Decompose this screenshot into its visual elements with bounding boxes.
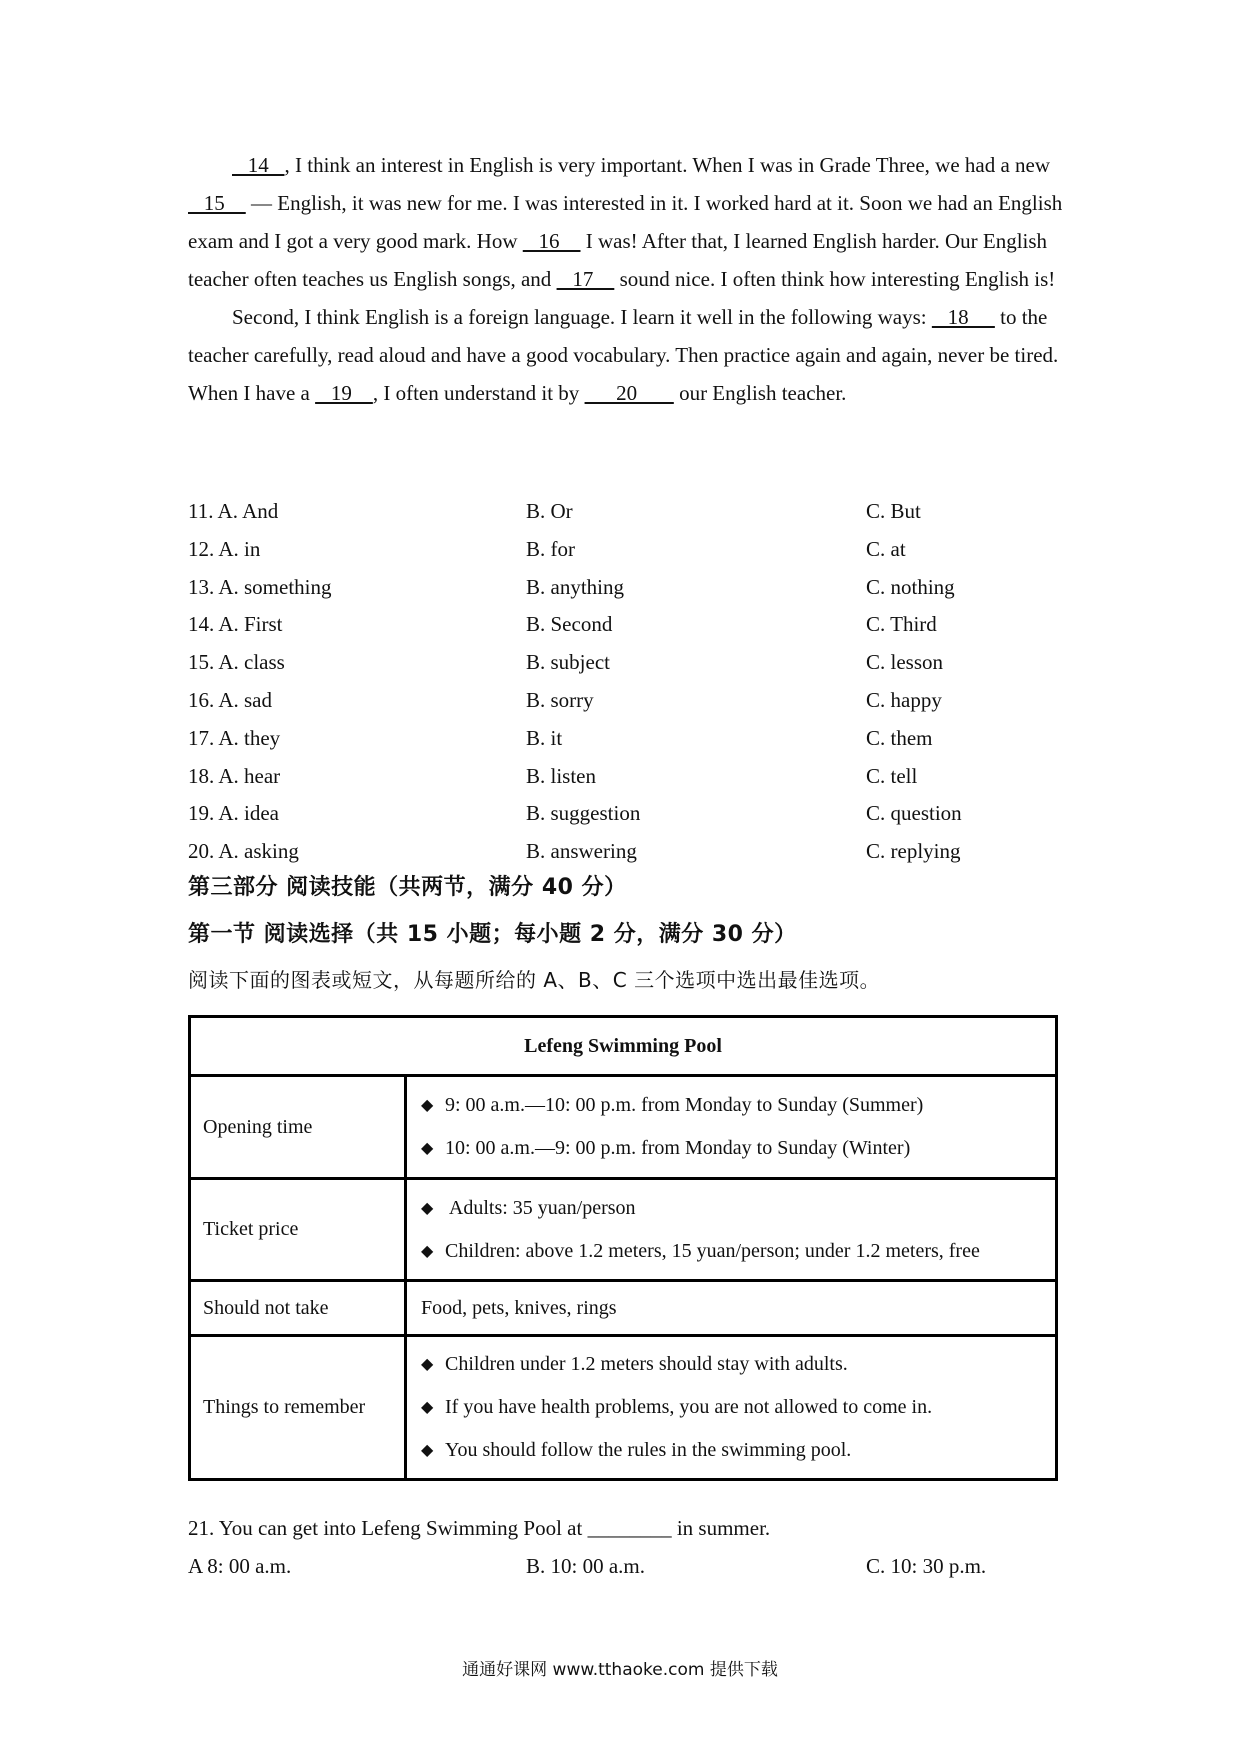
passage-text: to the teacher carefully, read aloud and have a good vocabulary. Then practice again and again, never be tired. When I have a bbox=[188, 305, 1059, 405]
option-row bbox=[188, 493, 1064, 531]
passage-text: , I think an interest in English is very important. When I was in Grade Three, we had a new bbox=[284, 153, 1051, 177]
option-row bbox=[188, 682, 1064, 720]
option-b: B. for bbox=[526, 536, 575, 561]
things-to-remember-cell bbox=[406, 1336, 1057, 1480]
ticket-price-row bbox=[190, 1179, 1057, 1281]
opening-time-item bbox=[421, 1084, 1054, 1127]
paragraph-2 bbox=[188, 298, 1064, 412]
ticket-price-cell bbox=[406, 1179, 1057, 1281]
blank-17: 17 bbox=[556, 267, 615, 291]
question-21-options bbox=[188, 1547, 1064, 1585]
option-c: C. replying bbox=[866, 839, 961, 864]
things-to-remember-row bbox=[190, 1336, 1057, 1480]
option-c: C. happy bbox=[866, 687, 942, 712]
option-c: C. nothing bbox=[866, 574, 955, 599]
diamond-bullet-icon: ◆ bbox=[421, 1442, 434, 1459]
item-text: 9: 00 a.m.—10: 00 p.m. from Monday to Sunday (Summer) bbox=[445, 1094, 924, 1116]
opening-time-cell bbox=[406, 1076, 1057, 1179]
option-b: B. subject bbox=[526, 650, 610, 675]
item-text: Children: above 1.2 meters, 15 yuan/person; under 1.2 meters, free bbox=[445, 1239, 980, 1262]
passage-text: — English, it was new for me. I was interested in it. I worked hard at it. Soon we had an English exam and I got a very good mark. How bbox=[188, 191, 1063, 253]
blank-16: 16 bbox=[522, 229, 581, 253]
item-text: 10: 00 a.m.—9: 00 p.m. from Monday to Sunday (Winter) bbox=[445, 1137, 911, 1159]
option-b: B. suggestion bbox=[526, 801, 641, 826]
blank-15: 15 bbox=[188, 191, 246, 215]
blank-14: 14 bbox=[232, 153, 285, 177]
option-a: 15. A. class bbox=[188, 650, 285, 675]
option-b: B. Or bbox=[526, 499, 573, 523]
option-a: 18. A. hear bbox=[188, 763, 281, 788]
ticket-price-item bbox=[421, 1230, 1054, 1273]
option-c: C. Third bbox=[866, 612, 937, 637]
diamond-bullet-icon: ◆ bbox=[421, 1399, 434, 1416]
option-b: B. answering bbox=[526, 839, 637, 864]
option-row bbox=[188, 795, 1064, 833]
blank-20: 20 bbox=[584, 381, 674, 405]
option-b: B. anything bbox=[526, 574, 624, 599]
option-c: C. 10: 30 p.m. bbox=[866, 1554, 987, 1578]
option-c: C. tell bbox=[866, 763, 918, 788]
opening-time-row bbox=[190, 1076, 1057, 1179]
passage-text: , I often understand it by bbox=[372, 381, 585, 405]
should-not-take-row bbox=[190, 1281, 1057, 1336]
question-text: in summer. bbox=[671, 1516, 771, 1540]
should-not-take-label: Should not take bbox=[190, 1281, 406, 1336]
notice-title-row bbox=[190, 1017, 1057, 1076]
option-a: 13. A. something bbox=[188, 574, 332, 599]
item-text: Children under 1.2 meters should stay with adults. bbox=[445, 1353, 848, 1375]
notice-title: Lefeng Swimming Pool bbox=[190, 1017, 1057, 1076]
ticket-price-label: Ticket price bbox=[190, 1179, 406, 1281]
diamond-bullet-icon: ◆ bbox=[421, 1242, 434, 1260]
section-3-heading: 第三部分 阅读技能（共两节，满分 40 分） bbox=[188, 875, 627, 900]
should-not-take-cell: Food, pets, knives, rings bbox=[406, 1281, 1057, 1336]
option-b: B. 10: 00 a.m. bbox=[526, 1554, 645, 1578]
option-row bbox=[188, 758, 1064, 796]
passage-text: our English teacher. bbox=[673, 381, 847, 405]
passage-text: sound nice. I often think how interesting English is! bbox=[614, 267, 1056, 291]
page-footer: 通通好课网 www.tthaoke.com 提供下载 bbox=[462, 1660, 778, 1680]
notice-table bbox=[188, 1015, 1058, 1481]
option-a: 12. A. in bbox=[188, 536, 261, 561]
opening-time-label: Opening time bbox=[190, 1076, 406, 1179]
option-a: 17. A. they bbox=[188, 725, 281, 750]
option-c: C. question bbox=[866, 801, 962, 826]
question-21 bbox=[188, 1509, 1064, 1547]
option-c: C. them bbox=[866, 725, 933, 750]
option-a: A 8: 00 a.m. bbox=[188, 1554, 292, 1578]
diamond-bullet-icon: ◆ bbox=[421, 1356, 434, 1373]
things-to-remember-label: Things to remember bbox=[190, 1336, 406, 1480]
option-row bbox=[188, 606, 1064, 644]
option-c: C. lesson bbox=[866, 650, 944, 675]
question-text: 21. You can get into Lefeng Swimming Pool at bbox=[188, 1516, 588, 1540]
paragraph-1 bbox=[188, 146, 1064, 298]
answer-options bbox=[188, 493, 1064, 871]
option-row bbox=[188, 569, 1064, 607]
section-1-heading: 第一节 阅读选择（共 15 小题；每小题 2 分，满分 30 分） bbox=[188, 922, 797, 947]
option-a: 11. A. And bbox=[188, 499, 279, 523]
option-b: B. listen bbox=[526, 763, 597, 788]
option-b: B. sorry bbox=[526, 687, 594, 712]
question-blank: ________ bbox=[587, 1516, 672, 1540]
remember-item bbox=[421, 1386, 1054, 1429]
instructions: 阅读下面的图表或短文，从每题所给的 A、B、C 三个选项中选出最佳选项。 bbox=[188, 968, 881, 992]
remember-item bbox=[421, 1343, 1054, 1386]
passage-text: I was! After that, I learned English harder. Our English teacher often teaches us English songs, and bbox=[188, 229, 1048, 291]
option-b: B. it bbox=[526, 725, 563, 750]
option-row bbox=[188, 531, 1064, 569]
ticket-price-item bbox=[421, 1187, 1054, 1230]
diamond-bullet-icon: ◆ bbox=[421, 1140, 434, 1157]
passage-text: Second, I think English is a foreign language. I learn it well in the following ways: bbox=[232, 305, 932, 329]
opening-time-item bbox=[421, 1127, 1054, 1170]
option-row bbox=[188, 833, 1064, 871]
diamond-bullet-icon: ◆ bbox=[421, 1199, 434, 1217]
option-c: C. But bbox=[866, 499, 921, 523]
remember-item bbox=[421, 1429, 1054, 1472]
blank-18: 18 bbox=[931, 305, 995, 329]
option-a: 20. A. asking bbox=[188, 839, 299, 864]
option-a: 14. A. First bbox=[188, 612, 283, 637]
option-a: 19. A. idea bbox=[188, 801, 279, 826]
diamond-bullet-icon: ◆ bbox=[421, 1097, 434, 1114]
option-row bbox=[188, 644, 1064, 682]
option-c: C. at bbox=[866, 536, 906, 561]
item-text: You should follow the rules in the swimming pool. bbox=[445, 1439, 852, 1461]
blank-19: 19 bbox=[315, 381, 373, 405]
item-text: If you have health problems, you are not allowed to come in. bbox=[445, 1396, 933, 1418]
option-b: B. Second bbox=[526, 612, 613, 637]
item-text: Adults: 35 yuan/person bbox=[445, 1196, 636, 1219]
cloze-passage bbox=[188, 146, 1064, 412]
option-a: 16. A. sad bbox=[188, 687, 272, 712]
option-row bbox=[188, 720, 1064, 758]
